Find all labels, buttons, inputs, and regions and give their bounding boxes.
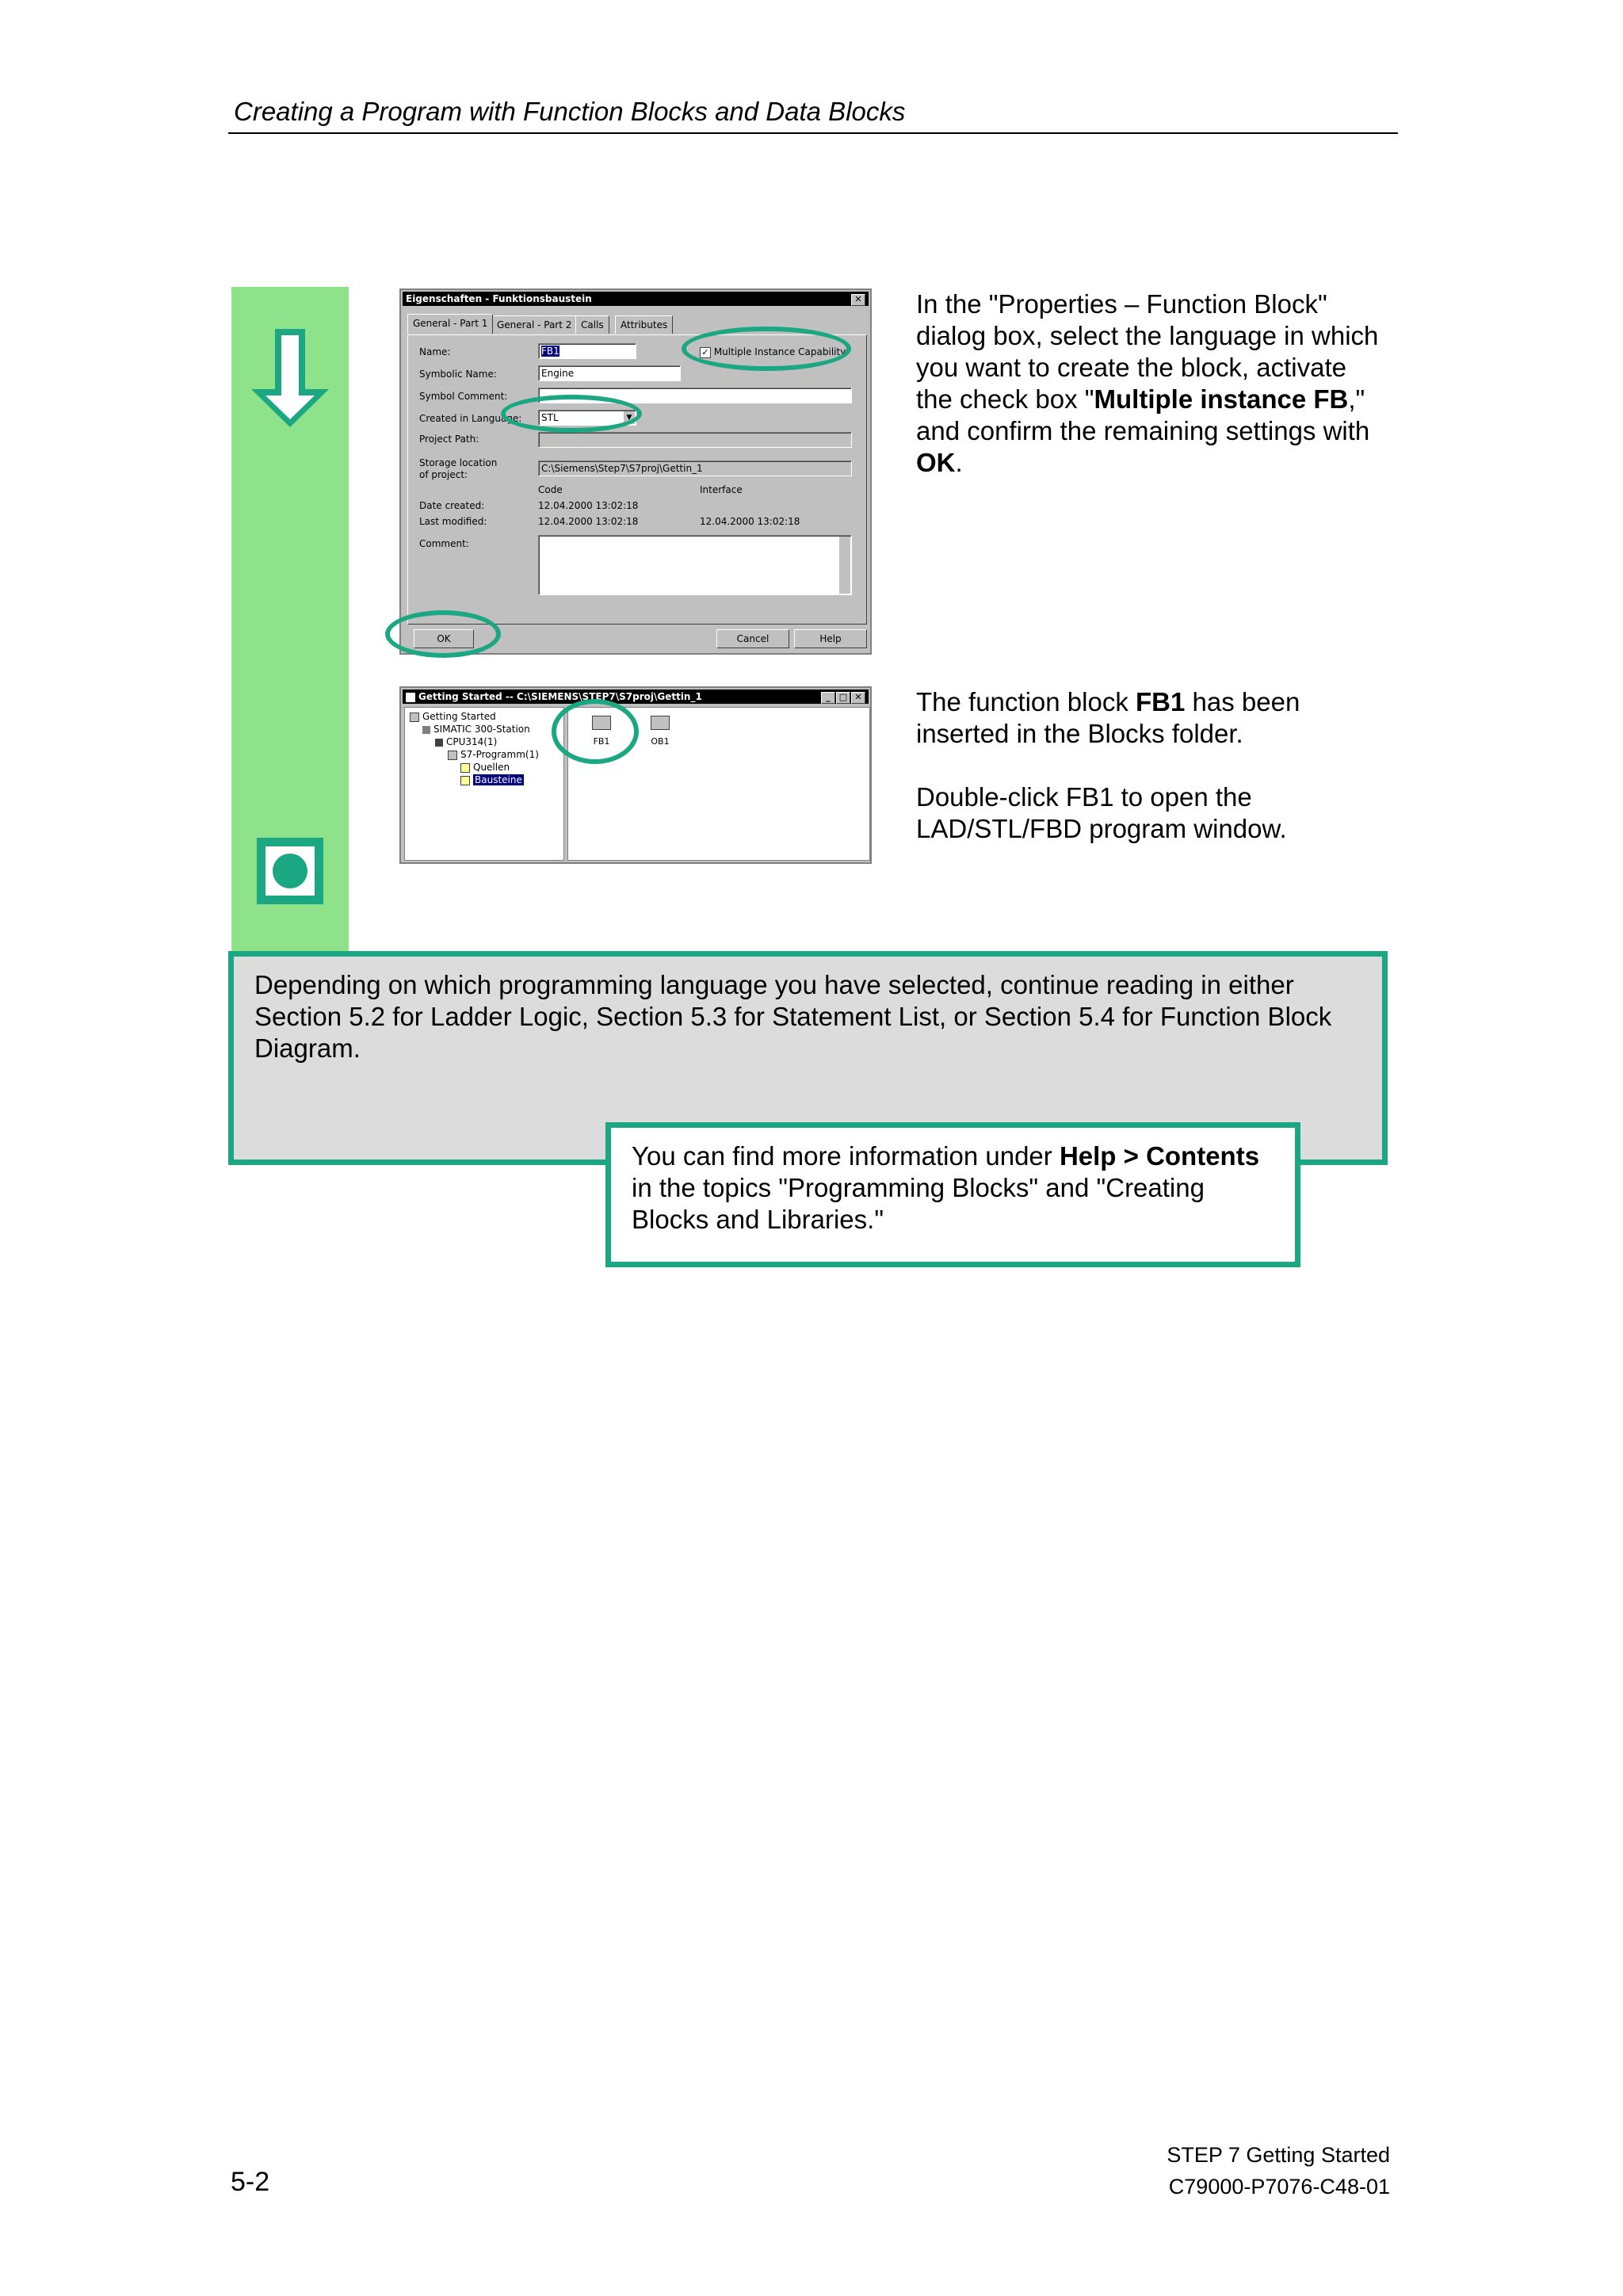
name-field[interactable] xyxy=(538,343,636,359)
symbolic-name-label: Symbolic Name: xyxy=(419,369,497,380)
project-path-label: Project Path: xyxy=(419,434,479,445)
storage-label xyxy=(419,457,497,481)
maximize-icon[interactable]: □ xyxy=(836,692,850,704)
checkbox-icon[interactable]: ✓ xyxy=(700,347,711,358)
code-heading: Code xyxy=(538,484,563,495)
multi-instance-label: Multiple Instance Capability xyxy=(713,346,846,357)
step1-bold-b: OK xyxy=(916,448,956,477)
manager-window xyxy=(399,686,872,864)
tip-box xyxy=(605,1122,1300,1267)
code-created-value: 12.04.2000 13:02:18 xyxy=(538,500,639,511)
language-value: STL xyxy=(541,412,559,423)
step2-bold: FB1 xyxy=(1136,687,1186,716)
tab-attributes[interactable]: Attributes xyxy=(615,315,673,334)
step1-text-a: In the "Properties – Function Block" dialog box, select the language in which you want to create the block, activate the check box " xyxy=(916,289,1379,414)
running-header: Creating a Program with Function Blocks and Data Blocks xyxy=(234,97,906,126)
block-label-ob1: OB1 xyxy=(651,736,670,747)
header-rule xyxy=(228,132,1398,134)
symbolic-name-field[interactable]: Engine xyxy=(538,365,681,381)
step2-text-c: Double-click FB1 to open the LAD/STL/FBD program window. xyxy=(916,782,1287,843)
step1-bold-a: Multiple instance FB xyxy=(1094,384,1349,414)
storage-field: C:\Siemens\Step7\S7proj\Gettin_1 xyxy=(538,460,852,476)
tip-text-b: in the topics "Programming Blocks" and "Creating Blocks and Libraries." xyxy=(632,1173,1205,1234)
folder-icon xyxy=(460,776,470,785)
dialog-titlebar xyxy=(403,292,869,306)
code-modified-value: 12.04.2000 13:02:18 xyxy=(538,516,639,527)
tree-label-blocks: Bausteine xyxy=(475,774,522,785)
station-icon xyxy=(422,726,430,734)
step2-text-a: The function block xyxy=(916,687,1136,716)
tree-label-program: S7-Programm(1) xyxy=(460,749,539,760)
dialog-title: Eigenschaften - Funktionsbaustein xyxy=(406,293,592,304)
step1-text-c: . xyxy=(955,448,963,477)
manual-code: C79000-P7076-C48-01 xyxy=(1168,2175,1390,2199)
comment-label: Comment: xyxy=(419,538,469,549)
folder-icon xyxy=(460,763,470,773)
interface-modified-value: 12.04.2000 13:02:18 xyxy=(700,516,800,527)
symbol-comment-label: Symbol Comment: xyxy=(419,391,508,402)
close-icon[interactable]: ✕ xyxy=(851,692,865,704)
chevron-down-icon[interactable]: ▼ xyxy=(624,411,635,424)
created-in-label: Created in Language: xyxy=(419,413,522,424)
highlight-ring-fb1 xyxy=(552,699,639,764)
tip-bold: Help > Contents xyxy=(1059,1141,1260,1171)
cancel-button[interactable]: Cancel xyxy=(716,629,789,648)
manager-title: Getting Started -- C:\SIEMENS\STEP7\S7proj\Gettin_1 xyxy=(418,691,702,702)
tip-text-a: You can find more information under xyxy=(632,1141,1060,1171)
app-icon xyxy=(406,693,415,702)
tree-item-blocks[interactable] xyxy=(460,774,524,785)
minimize-icon[interactable]: _ xyxy=(821,692,835,704)
tab-general-part2[interactable]: General - Part 2 xyxy=(491,315,577,334)
last-modified-label: Last modified: xyxy=(419,516,487,527)
ok-button[interactable]: OK xyxy=(414,629,474,648)
folder-icon xyxy=(448,751,457,760)
highlight-ring-checkbox xyxy=(682,327,851,371)
down-arrow-icon xyxy=(246,326,334,430)
block-item-ob1[interactable] xyxy=(644,716,676,747)
storage-label-line2: of project: xyxy=(419,469,468,480)
block-icon xyxy=(651,716,670,730)
tree-item-cpu[interactable] xyxy=(435,736,497,747)
step2-text-b: has been inserted in the Blocks folder. xyxy=(916,687,1300,748)
tab-calls[interactable]: Calls xyxy=(575,315,609,334)
tree-pane xyxy=(404,707,564,861)
block-label-fb1: FB1 xyxy=(593,736,610,747)
comment-scrollbar[interactable] xyxy=(839,537,850,594)
tree-item-program[interactable] xyxy=(448,749,539,760)
help-button[interactable]: Help xyxy=(794,629,867,648)
tree-label-station: SIMATIC 300-Station xyxy=(433,724,530,735)
project-path-field xyxy=(538,432,852,448)
comment-field[interactable] xyxy=(538,535,852,595)
tip-text xyxy=(632,1140,1281,1236)
page-number: 5-2 xyxy=(231,2167,270,2197)
highlight-ring-ok xyxy=(385,610,501,658)
cpu-icon xyxy=(435,739,443,747)
step1-text xyxy=(916,288,1384,479)
step1-text-b: ," and confirm the remaining settings with xyxy=(916,384,1370,445)
tree-item-station[interactable] xyxy=(422,724,530,735)
manager-titlebar xyxy=(403,690,869,704)
stop-icon xyxy=(255,836,325,906)
tree-item-project[interactable] xyxy=(410,711,496,722)
folder-icon xyxy=(410,712,419,722)
tab-panel xyxy=(407,334,867,625)
date-created-label: Date created: xyxy=(419,500,485,511)
close-icon[interactable]: ✕ xyxy=(851,294,865,306)
highlight-ring-language xyxy=(501,395,642,433)
tree-item-sources[interactable] xyxy=(460,762,510,773)
tree-label-project: Getting Started xyxy=(422,711,496,722)
tab-general-part1[interactable]: General - Part 1 xyxy=(407,314,493,334)
step2-text xyxy=(916,686,1384,845)
tree-label-sources: Quellen xyxy=(473,762,510,773)
interface-heading: Interface xyxy=(700,484,743,495)
name-value: FB1 xyxy=(541,346,559,357)
tree-label-cpu: CPU314(1) xyxy=(446,736,498,747)
note-text: Depending on which programming language you have selected, continue reading in either Section 5.2 for Ladder Logic, Section 5.3 for Statement List, or Section 5.4 for Function Block Diagram. xyxy=(254,970,1332,1063)
manual-title: STEP 7 Getting Started xyxy=(1167,2143,1390,2167)
name-label: Name: xyxy=(419,346,451,357)
storage-label-line1: Storage location xyxy=(419,457,498,468)
